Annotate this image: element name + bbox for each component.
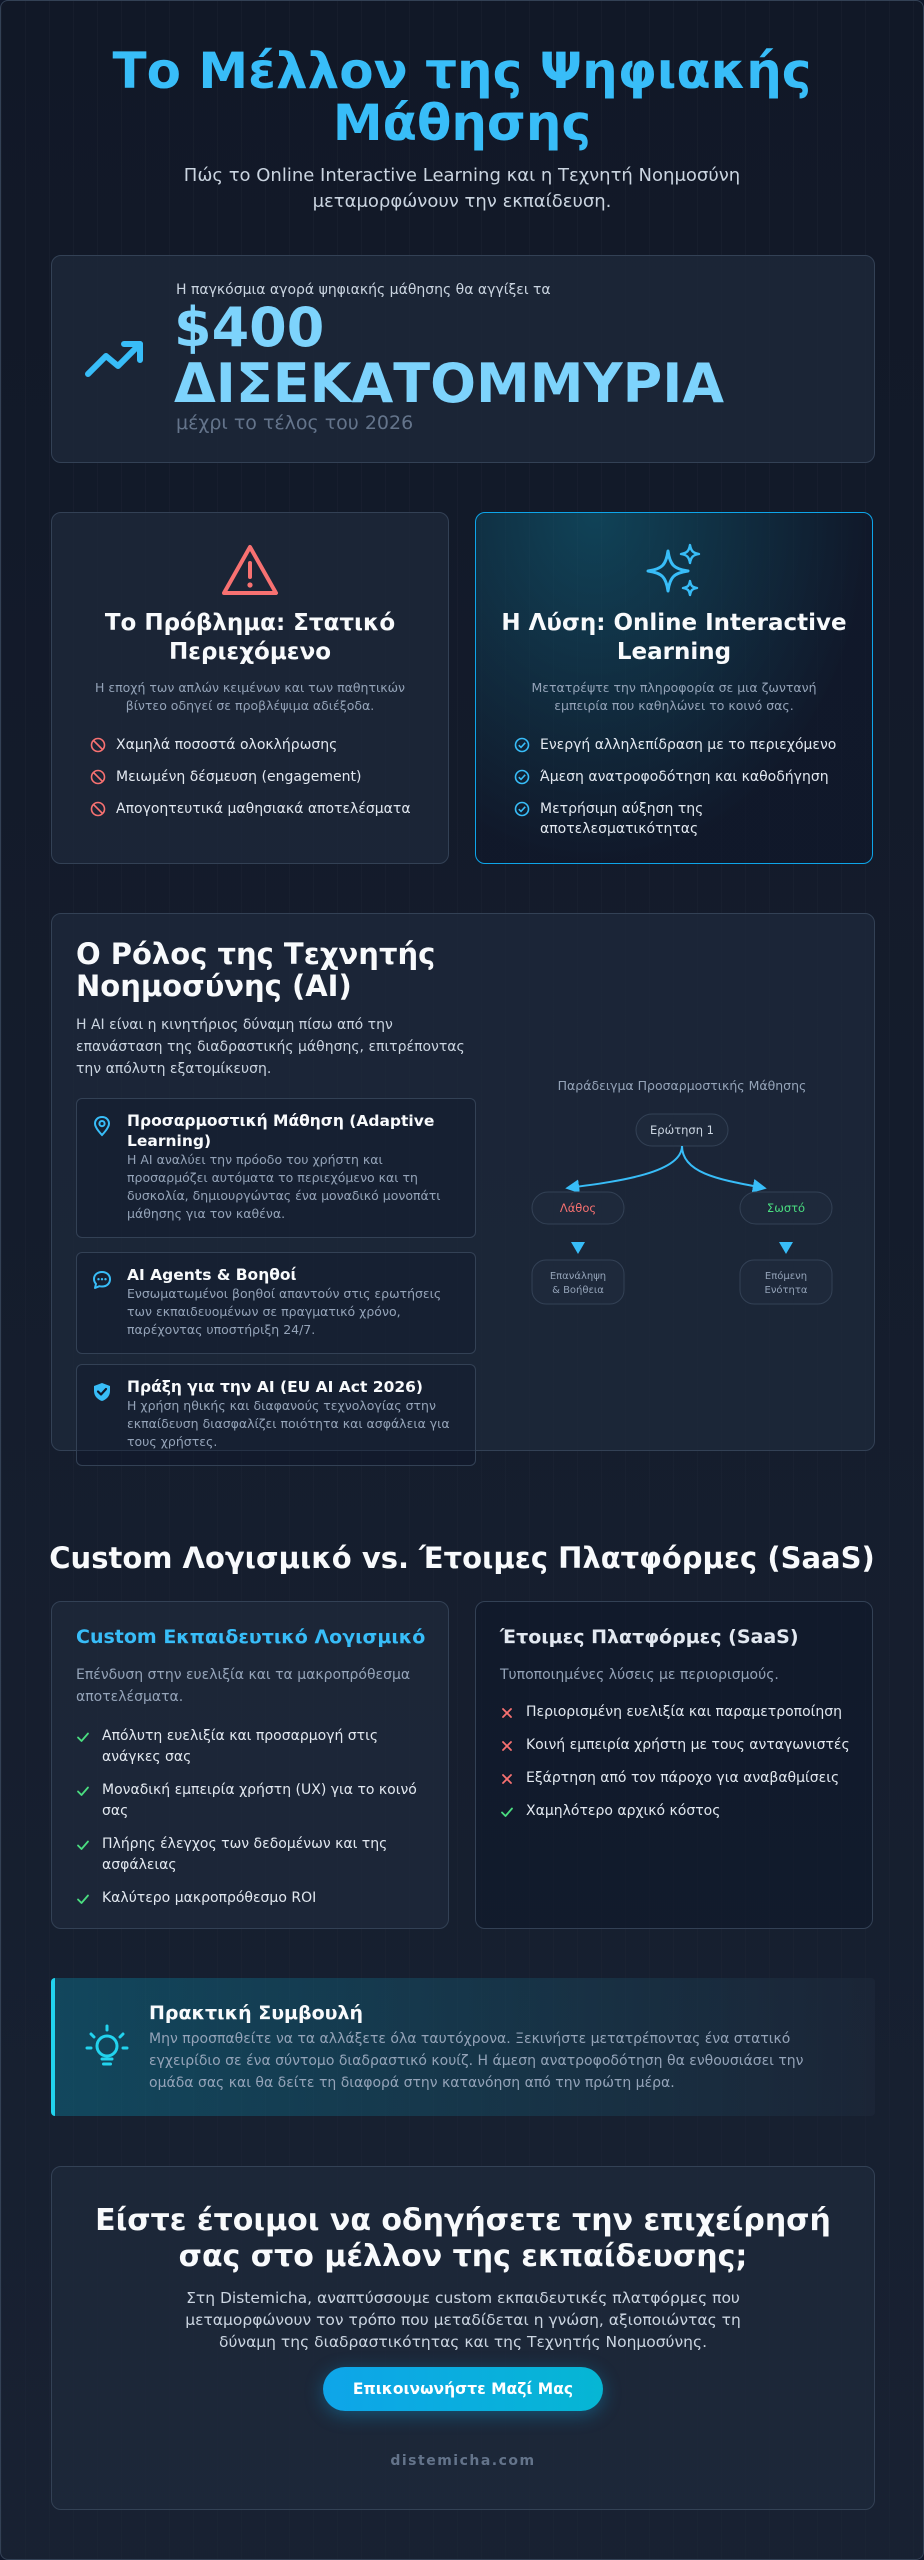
cross-icon bbox=[500, 1706, 514, 1720]
feature-adaptive-learning bbox=[76, 1098, 476, 1238]
saas-title: Έτοιμες Πλατφόρμες (SaaS) bbox=[500, 1626, 799, 1648]
list-item bbox=[514, 799, 852, 839]
custom-item-text: Καλύτερο μακροπρόθεσμο ROI bbox=[102, 1890, 317, 1906]
cta-card bbox=[51, 2166, 875, 2510]
feature-title: AI Agents & Βοηθοί bbox=[127, 1266, 297, 1284]
list-item bbox=[500, 1702, 852, 1723]
feature-title: Πράξη για την AI (EU AI Act 2026) bbox=[127, 1378, 424, 1396]
chat-bubble-icon bbox=[91, 1269, 113, 1291]
list-item bbox=[76, 1780, 428, 1822]
custom-item-text: Μοναδική εμπειρία χρήστη (UX) για το κοινό σας bbox=[102, 1782, 417, 1819]
practical-tip-callout bbox=[51, 1978, 875, 2116]
solution-desc: Μετατρέψτε την πληροφορία σε μια ζωντανή εμπειρία που καθηλώνει το κοινό σας. bbox=[531, 680, 817, 713]
feature-desc: Η AI αναλύει την πρόοδο του χρήστη και προσαρμόζει αυτόματα το περιεχόμενο και τη δυσκολία, δημιουργώντας ένα μοναδικό μονοπάτι μάθησης για τον καθένα. bbox=[127, 1152, 441, 1221]
problem-list bbox=[90, 735, 428, 831]
node-next-label-1: Επόμενη bbox=[764, 1271, 808, 1282]
arrow-to-correct bbox=[682, 1146, 764, 1188]
warning-triangle-icon bbox=[220, 541, 280, 601]
list-item bbox=[514, 735, 852, 755]
sparkles-icon bbox=[644, 541, 704, 601]
node-wrong-label: Λάθος bbox=[559, 1201, 597, 1215]
list-item bbox=[500, 1801, 852, 1822]
solution-item-text: Μετρήσιμη αύξηση της αποτελεσματικότητας bbox=[540, 801, 704, 837]
tip-desc: Μην προσπαθείτε να τα αλλάξετε όλα ταυτόχρονα. Ξεκινήστε μετατρέποντας ένα στατικό εγχειρίδιο σε ένα σύντομο διαδραστικό κουίζ. Η άμεση ανατροφοδότηση θα ενθουσιάσει την ομάδα σας και θα δείτε τη διαφορά στην κατανόηση από την πρώτη μέρα. bbox=[149, 2031, 804, 2091]
ban-icon bbox=[90, 801, 106, 817]
page-subtitle: Πώς το Online Interactive Learning και η Τεχνητή Νοημοσύνη μεταμορφώνουν την εκπαίδευση. bbox=[183, 165, 741, 212]
feature-eu-ai-act bbox=[76, 1364, 476, 1466]
problem-item-text: Απογοητευτικά μαθησιακά αποτελέσματα bbox=[116, 801, 411, 817]
custom-software-card bbox=[51, 1601, 449, 1929]
check-icon bbox=[76, 1784, 90, 1798]
map-pin-icon bbox=[91, 1115, 113, 1137]
list-item bbox=[76, 1726, 428, 1768]
check-circle-icon bbox=[514, 769, 530, 785]
node-question-label: Ερώτηση 1 bbox=[650, 1123, 714, 1137]
feature-title: Προσαρμοστική Μάθηση (Adaptive Learning) bbox=[127, 1112, 435, 1150]
list-item bbox=[514, 767, 852, 787]
ai-title: Ο Ρόλος της Τεχνητής Νοημοσύνης (AI) bbox=[76, 937, 436, 1003]
stat-value: $400 ΔΙΣΕΚΑΤΟΜΜΥΡΙΑ bbox=[174, 296, 725, 415]
custom-list bbox=[76, 1726, 428, 1921]
solution-list bbox=[514, 735, 852, 851]
cta-title: Είστε έτοιμοι να οδηγήσετε την επιχείρησή σας στο μέλλον της εκπαίδευσης; bbox=[95, 2203, 831, 2274]
cross-icon bbox=[500, 1739, 514, 1753]
check-circle-icon bbox=[514, 801, 530, 817]
contact-us-button[interactable]: Επικοινωνήστε Μαζί Μας bbox=[323, 2367, 603, 2411]
custom-title: Custom Εκπαιδευτικό Λογισμικό bbox=[76, 1626, 426, 1648]
hero bbox=[1, 1, 923, 215]
problem-title: Το Πρόβλημα: Στατικό Περιεχόμενο bbox=[104, 610, 396, 665]
cta-desc: Στη Distemicha, αναπτύσσουμε custom εκπαιδευτικές πλατφόρμες που μεταμορφώνουν τον τρόπο που μεταδίδεται η γνώση, αξιοποιώντας τη δύναμη της διαδραστικότητας και της Τεχνητής Νοημοσύνης. bbox=[185, 2289, 741, 2351]
problem-item-text: Χαμηλά ποσοστά ολοκλήρωσης bbox=[116, 737, 338, 753]
problem-desc: Η εποχή των απλών κειμένων και των παθητικών βίντεο οδηγεί σε προβλέψιμα αδιέξοδα. bbox=[94, 680, 406, 713]
check-circle-icon bbox=[514, 737, 530, 753]
check-icon bbox=[76, 1730, 90, 1744]
saas-list bbox=[500, 1702, 852, 1834]
tip-title: Πρακτική Συμβουλή bbox=[149, 2002, 364, 2024]
cross-icon bbox=[500, 1772, 514, 1786]
ban-icon bbox=[90, 737, 106, 753]
list-item bbox=[90, 799, 428, 819]
node-repeat-label-2: & Βοήθεια bbox=[552, 1285, 604, 1296]
solution-card bbox=[475, 512, 873, 864]
trending-up-icon bbox=[82, 334, 148, 384]
solution-item-text: Άμεση ανατροφοδότηση και καθοδήγηση bbox=[540, 769, 829, 785]
website-link[interactable]: distemicha.com bbox=[390, 2453, 536, 2469]
list-item bbox=[76, 1888, 428, 1909]
list-item bbox=[500, 1735, 852, 1756]
node-next-label-2: Ενότητα bbox=[764, 1285, 808, 1296]
check-icon bbox=[76, 1838, 90, 1852]
custom-item-text: Πλήρης έλεγχος των δεδομένων και της ασφάλειας bbox=[102, 1836, 388, 1873]
solution-item-text: Ενεργή αλληλεπίδραση με το περιεχόμενο bbox=[540, 737, 837, 753]
page-title: Το Μέλλον της Ψηφιακής Μάθησης bbox=[112, 42, 812, 152]
saas-item-text: Εξάρτηση από τον πάροχο για αναβαθμίσεις bbox=[526, 1770, 840, 1786]
check-icon bbox=[500, 1805, 514, 1819]
list-item bbox=[76, 1834, 428, 1876]
diagram-caption: Παράδειγμα Προσαρμοστικής Μάθησης bbox=[557, 1078, 807, 1093]
feature-desc: Ενσωματωμένοι βοηθοί απαντούν στις ερωτήσεις των εκπαιδευομένων σε πραγματικό χρόνο, παρέχοντας υποστήριξη 24/7. bbox=[127, 1286, 442, 1337]
list-item bbox=[500, 1768, 852, 1789]
saas-item-text: Χαμηλότερο αρχικό κόστος bbox=[526, 1803, 721, 1819]
ai-role-card bbox=[51, 913, 875, 1451]
list-item bbox=[90, 735, 428, 755]
ai-intro: Η AI είναι η κινητήριος δύναμη πίσω από την επανάσταση της διαδραστικής μάθησης, επιτρέποντας την απόλυτη εξατομίκευση. bbox=[76, 1017, 465, 1077]
arrow-down-left-icon bbox=[571, 1242, 585, 1254]
list-item bbox=[90, 767, 428, 787]
saas-item-text: Περιορισμένη ευελιξία και παραμετροποίηση bbox=[526, 1704, 843, 1720]
solution-title: Η Λύση: Online Interactive Learning bbox=[501, 610, 847, 665]
problem-item-text: Μειωμένη δέσμευση (engagement) bbox=[116, 769, 362, 785]
arrow-down-right-icon bbox=[779, 1242, 793, 1254]
problem-card bbox=[51, 512, 449, 864]
stat-subtext: μέχρι το τέλος του 2026 bbox=[176, 412, 414, 434]
shield-icon bbox=[91, 1381, 113, 1403]
node-repeat-help bbox=[532, 1260, 624, 1304]
feature-ai-agents bbox=[76, 1252, 476, 1354]
ban-icon bbox=[90, 769, 106, 785]
lightbulb-icon bbox=[85, 2022, 129, 2070]
check-icon bbox=[76, 1892, 90, 1906]
comparison-title: Custom Λογισμικό vs. Έτοιμες Πλατφόρμες (SaaS) bbox=[49, 1541, 875, 1575]
market-stat-card bbox=[51, 255, 875, 463]
saas-item-text: Κοινή εμπειρία χρήστη με τους ανταγωνιστές bbox=[526, 1737, 850, 1753]
feature-desc: Η χρήση ηθικής και διαφανούς τεχνολογίας στην εκπαίδευση διασφαλίζει ποιότητα και ασφάλεια για τους χρήστες. bbox=[127, 1398, 450, 1449]
node-correct-label: Σωστό bbox=[766, 1201, 806, 1215]
adaptive-learning-diagram bbox=[492, 1064, 872, 1364]
custom-item-text: Απόλυτη ευελιξία και προσαρμογή στις ανάγκες σας bbox=[102, 1728, 379, 1765]
custom-desc: Επένδυση στην ευελιξία και τα μακροπρόθεσμα αποτελέσματα. bbox=[76, 1667, 411, 1705]
stat-label: Η παγκόσμια αγορά ψηφιακής μάθησης θα αγγίξει τα bbox=[176, 282, 551, 298]
saas-desc: Τυποποιημένες λύσεις με περιορισμούς. bbox=[500, 1667, 779, 1683]
node-next-unit bbox=[740, 1260, 832, 1304]
arrow-to-wrong bbox=[568, 1146, 682, 1188]
saas-platforms-card bbox=[475, 1601, 873, 1929]
node-repeat-label-1: Επανάληψη bbox=[549, 1271, 607, 1282]
